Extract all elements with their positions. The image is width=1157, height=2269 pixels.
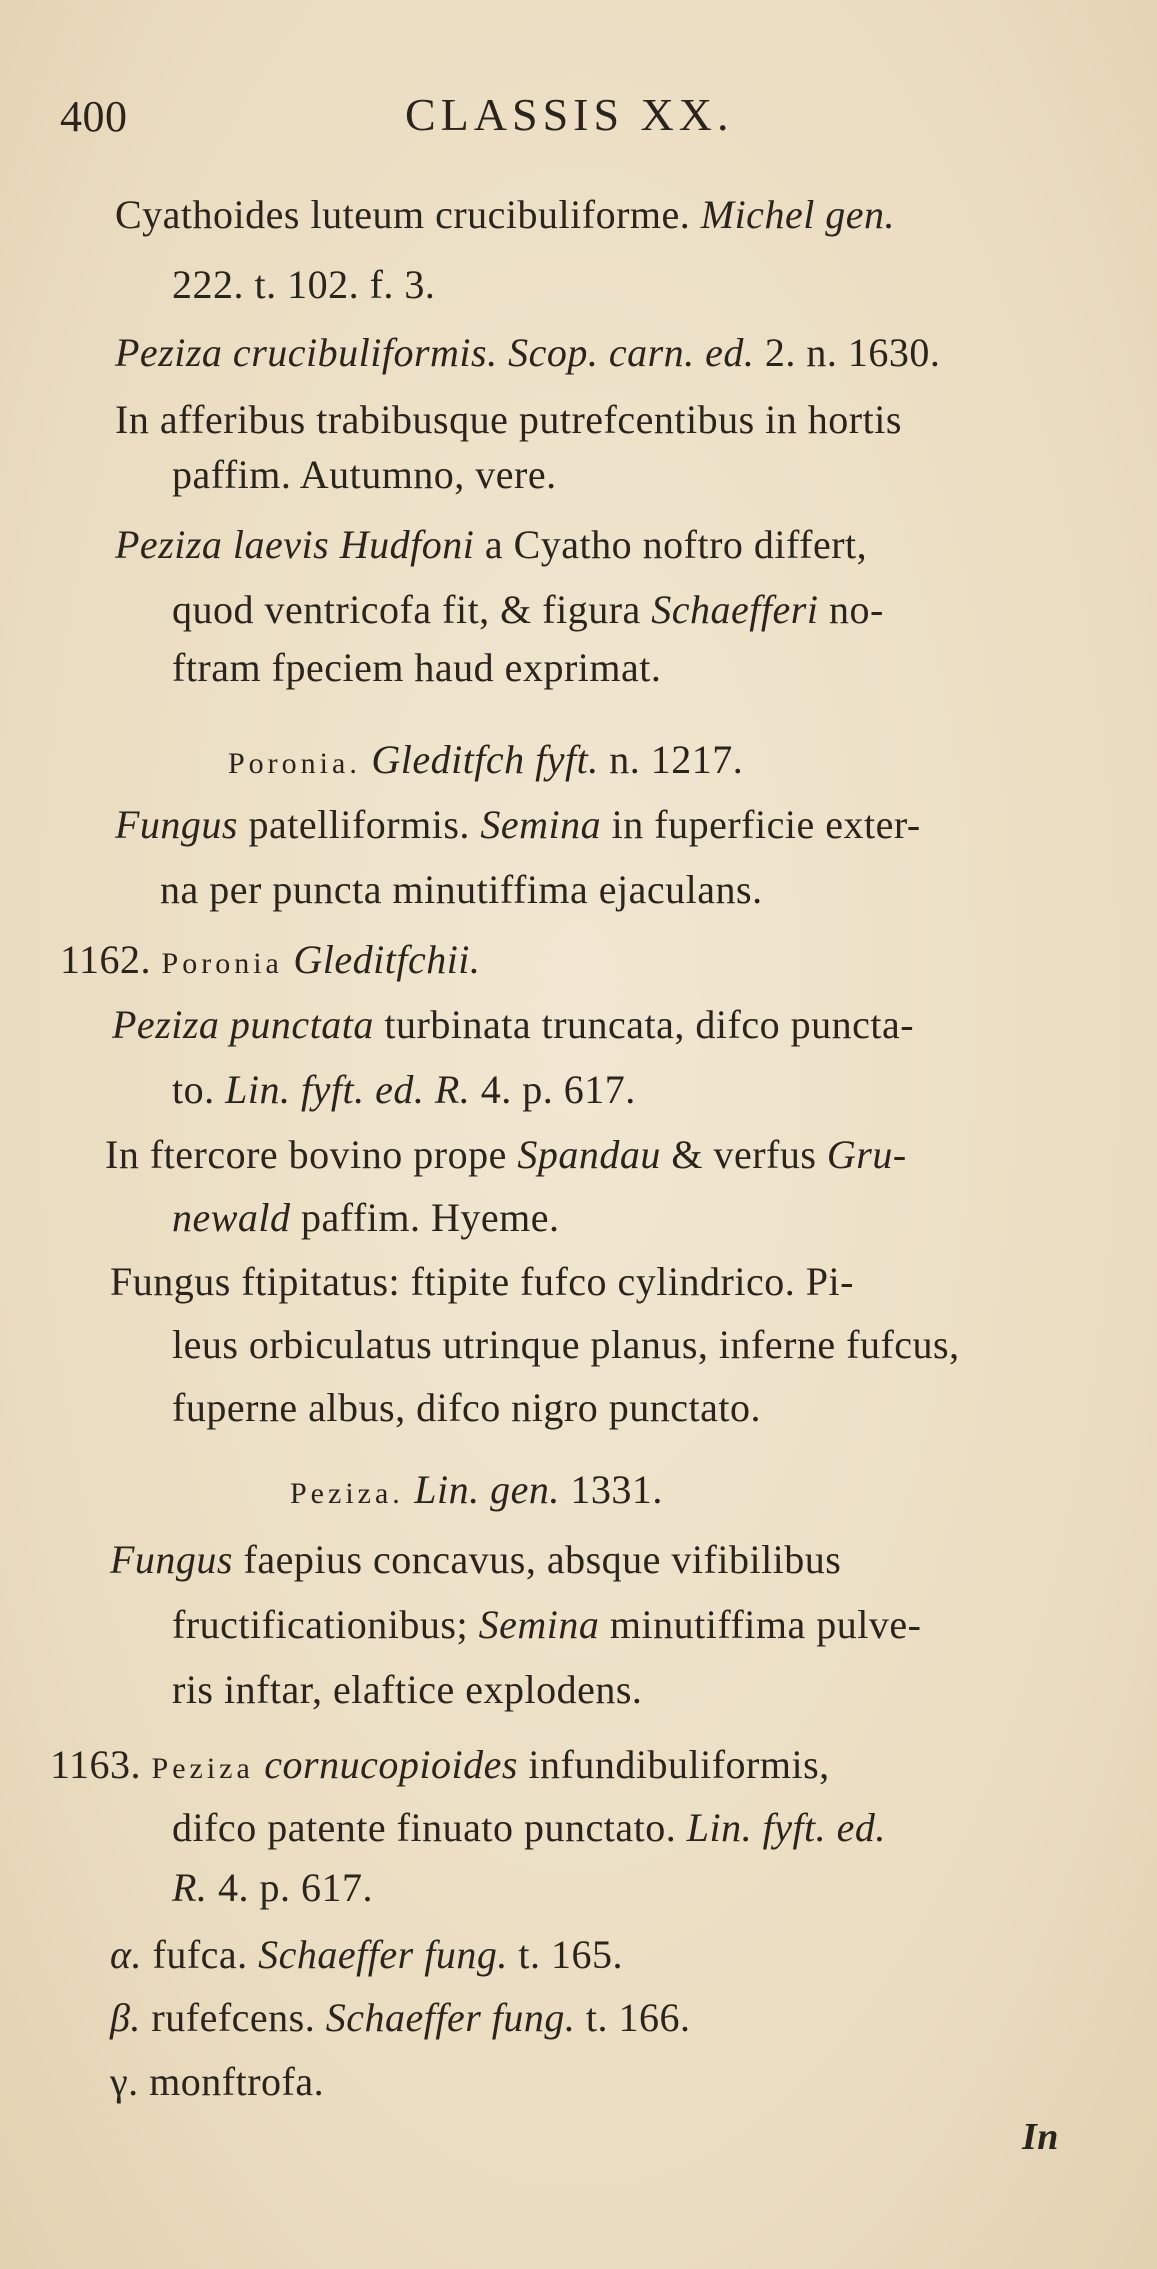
genus-heading-peziza: Peziza. Lin. gen. 1331. bbox=[290, 1467, 663, 1512]
variety-alpha: α. fufca. Schaeffer fung. t. 165. bbox=[110, 1932, 623, 1977]
text-line: paffim. Autumno, vere. bbox=[172, 452, 557, 497]
text-line: difco patente finuato punctato. Lin. fyft. ed. bbox=[172, 1805, 886, 1850]
page-number: 400 bbox=[60, 92, 128, 141]
catchword: In bbox=[1022, 2116, 1059, 2158]
species-entry-1162: 1162. Poronia Gleditfchii. bbox=[60, 937, 481, 982]
text-line: Peziza laevis Hudfoni a Cyatho noftro differt, bbox=[115, 522, 868, 567]
text-line: Cyathoides luteum crucibuliforme. Michel gen. bbox=[115, 192, 896, 237]
text-line: Peziza crucibuliformis. Scop. carn. ed. 2. n. 1630. bbox=[115, 330, 941, 375]
text-line: fructificationibus; Semina minutiffima pulve- bbox=[172, 1602, 922, 1647]
text-line: leus orbiculatus utrinque planus, inferne fufcus, bbox=[172, 1322, 960, 1367]
text-line: Fungus ftipitatus: ftipite fufco cylindrico. Pi- bbox=[110, 1259, 854, 1304]
genus-heading-poronia: Poronia. Gleditfch fyft. n. 1217. bbox=[228, 737, 744, 782]
text-line: R. 4. p. 617. bbox=[172, 1865, 373, 1910]
variety-gamma: γ. monftrofa. bbox=[110, 2059, 325, 2104]
text-line: ris inftar, elaftice explodens. bbox=[172, 1667, 643, 1712]
text-line: to. Lin. fyft. ed. R. 4. p. 617. bbox=[172, 1067, 636, 1112]
text-line: Fungus patelliformis. Semina in fuperficie exter- bbox=[115, 802, 921, 847]
variety-beta: β. rufefcens. Schaeffer fung. t. 166. bbox=[110, 1995, 691, 2040]
text-line: 222. t. 102. f. 3. bbox=[172, 262, 436, 307]
text-line: In afferibus trabibusque putrefcentibus in hortis bbox=[115, 397, 902, 442]
text-line: In ftercore bovino prope Spandau & verfus Gru- bbox=[105, 1132, 907, 1177]
text-line: na per puncta minutiffima ejaculans. bbox=[160, 867, 763, 912]
text-line: newald paffim. Hyeme. bbox=[172, 1195, 560, 1240]
text-line: Peziza punctata turbinata truncata, difco puncta- bbox=[112, 1002, 915, 1047]
text-line: Fungus faepius concavus, absque vifibilibus bbox=[110, 1537, 842, 1582]
text-line: quod ventricofa fit, & figura Schaefferi no- bbox=[172, 587, 884, 632]
text-line: ftram fpeciem haud exprimat. bbox=[172, 645, 662, 690]
species-entry-1163: 1163. Peziza cornucopioides infundibuliformis, bbox=[50, 1742, 830, 1787]
running-header: CLASSIS XX. bbox=[405, 89, 734, 140]
text-line: fuperne albus, difco nigro punctato. bbox=[172, 1385, 761, 1430]
